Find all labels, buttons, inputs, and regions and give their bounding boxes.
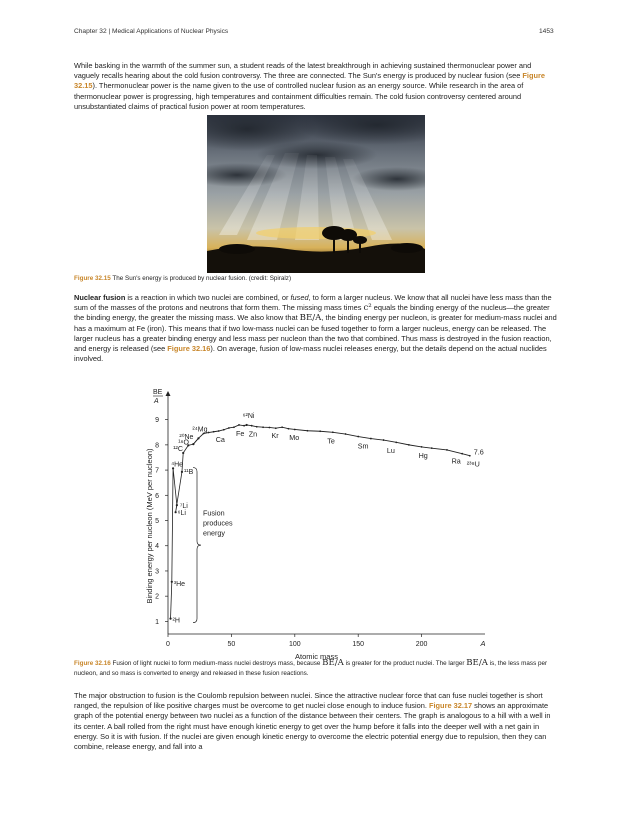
fusion-annotation-line: produces: [203, 518, 233, 528]
nuclide-point: [197, 437, 199, 439]
data-point: [281, 426, 283, 428]
data-point: [345, 433, 347, 435]
be-over-a: BE/A: [322, 658, 344, 668]
data-point: [421, 446, 423, 448]
x-tick-label: 150: [352, 641, 365, 648]
text: The major obstruction to fusion is the Coulomb repulsion between nuclei. Since the attractive nuclear force that can fuse nuclei together is short ranged, the repulsion of like positive charges must be overcome to get nuclei close enough to induce fusion.: [74, 691, 543, 711]
text: is a reaction in which two nuclei are combined, or: [125, 293, 291, 302]
y-axis-title-top: BE: [153, 389, 163, 396]
data-point: [243, 425, 245, 427]
text: is greater for the product nuclei. The larger: [343, 660, 467, 667]
c-squared: c²: [363, 303, 372, 314]
nuclide-point: [175, 511, 177, 513]
page-number: 1453: [539, 28, 554, 35]
y-axis-arrow: [166, 391, 171, 396]
figure-32-16-caption: [74, 659, 558, 678]
nuclide-label: ²⁴Mg: [192, 426, 208, 434]
y-tick-label: 3: [155, 568, 159, 576]
intro-text: While basking in the warmth of the summer sun, a student reads of the latest breakthrough in achieving sustained thermonuclear power and vaguely recalls hearing about the cold fusion controversy. The three are connected. The Sun's energy is produced by nuclear fusion (see: [74, 61, 532, 81]
element-label: Fe: [236, 428, 245, 438]
element-label: ²³⁸U: [466, 459, 480, 469]
data-point: [357, 436, 359, 438]
element-label: Zn: [248, 429, 258, 439]
data-point: [223, 429, 225, 431]
data-point: [383, 439, 385, 441]
element-label: Lu: [386, 445, 395, 455]
data-point: [275, 427, 277, 429]
x-axis-end-label: A: [480, 639, 486, 648]
data-point: [218, 430, 220, 432]
element-label: Sm: [357, 441, 369, 451]
y-tick-label: 5: [155, 518, 159, 526]
nuclide-label: ⁶²Ni: [242, 412, 255, 420]
figure-label: Figure 32.16: [74, 660, 111, 667]
text: , the binding energy per nucleon, is greater for medium-mass nuclei and has a maximum at Fe (iron). This means that if two low-mass nuclei can be fused together to form a larger nucleus, energy can be released. The larger nucleus has a greater binding energy and less mass per nucleon than the two that combined. Thus mass is destroyed in the fusion reaction, and energy is released (see: [74, 313, 557, 354]
caption-text: The Sun's energy is produced by nuclear fusion. (credit: Spiralz): [112, 275, 292, 282]
data-point: [461, 453, 463, 455]
nuclide-label: ²H: [172, 617, 180, 625]
term-fused: fused: [290, 293, 309, 302]
nuclide-label: ⁴He: [171, 461, 184, 469]
nuclide-label: ²⁰Ne: [179, 434, 194, 442]
nuclide-point: [176, 504, 178, 506]
data-point: [228, 427, 230, 429]
data-point: [332, 431, 334, 433]
data-point: [251, 425, 253, 427]
y-tick-label: 4: [155, 543, 159, 551]
sun-rays-photo: [207, 115, 425, 273]
data-point: [262, 426, 264, 428]
figure-32-15-caption: [74, 274, 558, 284]
nuclide-point: [171, 581, 173, 583]
x-axis-title: Atomic mass: [295, 652, 338, 660]
nuclide-label: ³He: [173, 580, 186, 588]
element-label: Hg: [418, 450, 428, 460]
nuclide-point: [169, 618, 171, 620]
text: is, the less mass per nucleon, and so mass is converted to energy and released in these fusion reactions.: [74, 660, 548, 677]
element-label: Kr: [271, 431, 279, 441]
x-tick-label: 0: [166, 641, 170, 648]
figure-32-17-link[interactable]: Figure 32.17: [428, 701, 473, 711]
text: ). On average, fusion of low-mass nuclei releases energy, but the details depend on the actual nuclides involved.: [74, 344, 547, 364]
data-point: [395, 441, 397, 443]
data-point: [446, 449, 448, 451]
figure-32-16-link[interactable]: Figure 32.16: [167, 344, 211, 354]
data-point: [370, 438, 372, 440]
coulomb-paragraph: [74, 691, 558, 752]
element-label: Mo: [289, 433, 300, 443]
intro-text-rest: ). Thermonuclear power is the name given to the use of controlled nuclear fusion as an energy source. While research in the area of thermonuclear power is progressing, high temperatures and containment difficulties remain. The cold fusion controversy centered around unsubstantiated claims of practical fusion power at room temperatures.: [74, 81, 524, 111]
term-nuclear-fusion: Nuclear fusion: [74, 293, 126, 302]
fusion-paragraph: [74, 293, 558, 364]
data-point: [288, 428, 290, 430]
running-header: Chapter 32 | Medical Applications of Nuclear Physics: [74, 28, 229, 35]
data-point: [269, 427, 271, 429]
binding-energy-chart-svg: [140, 384, 500, 660]
text: Fusion of light nuclei to form medium-mass nuclei destroys mass, because: [110, 660, 323, 667]
be-over-a: BE/A: [466, 658, 488, 668]
y-tick-label: 9: [155, 417, 159, 425]
data-point: [294, 429, 296, 431]
data-point: [233, 426, 235, 428]
nuclide-point: [181, 471, 183, 473]
text: , to form a larger nucleus. We know that all nuclei have less mass than the sum of the masses of the protons and neutrons that form them. The missing mass times: [74, 293, 552, 313]
end-value-label: 7.6: [473, 447, 484, 457]
data-point: [213, 431, 215, 433]
fusion-bracket: [193, 468, 201, 623]
binding-energy-chart: [140, 384, 500, 665]
figure-label: Figure 32.15: [74, 275, 111, 282]
y-axis-title: Binding energy per nucleon (MeV per nucleon): [145, 448, 154, 604]
text: shows an approximate graph of the potential energy between two nuclei as a function of the distance between their centers. The graph is analogous to a hill with a well in its center. A ball rolled from the right must have enough kinetic energy to get over the hump before it falls into the deeper well with a net gain in energy. So it is with fusion. If the nuclei are given enough kinetic energy to overcome the electric potential energy due to repulsion, then they can combine, release energy, and fall into a: [74, 701, 551, 752]
data-point: [208, 432, 210, 434]
nuclide-label: ¹⁶O: [178, 439, 189, 447]
data-point: [431, 447, 433, 449]
element-label: Te: [327, 436, 335, 446]
nuclide-point: [192, 443, 194, 445]
figure-32-15-link[interactable]: Figure 32.15: [74, 71, 546, 91]
nuclide-label: ¹²C: [173, 445, 183, 453]
data-point: [469, 455, 471, 457]
data-point: [307, 430, 309, 432]
x-tick-label: 200: [415, 641, 428, 648]
text: equals the binding energy of the nucleus—the greater the binding energy, the greater the missing mass. We also know that: [74, 303, 550, 323]
y-tick-label: 1: [155, 618, 159, 626]
y-tick-label: 2: [155, 593, 159, 601]
y-tick-label: 7: [155, 467, 159, 475]
data-point: [238, 424, 240, 426]
be-over-a: BE/A: [299, 313, 322, 324]
y-tick-label: 6: [155, 492, 159, 500]
nuclide-label: ⁷Li: [179, 503, 188, 511]
y-axis-title-bottom: A: [154, 398, 159, 405]
element-label: Ca: [215, 435, 225, 444]
nuclide-point: [246, 424, 248, 426]
fusion-annotation-line: energy: [203, 528, 225, 538]
element-label: Ra: [451, 456, 461, 466]
nuclide-label: ⁶Li: [177, 510, 186, 518]
fusion-annotation-line: Fusion: [203, 508, 225, 518]
nuclide-label: ¹¹B: [183, 468, 194, 476]
y-tick-label: 8: [155, 442, 159, 450]
x-tick-label: 50: [227, 641, 236, 648]
x-tick-label: 100: [288, 641, 301, 648]
data-point: [319, 430, 321, 432]
intro-paragraph: [74, 61, 558, 112]
data-point: [408, 444, 410, 446]
data-point: [256, 426, 258, 428]
